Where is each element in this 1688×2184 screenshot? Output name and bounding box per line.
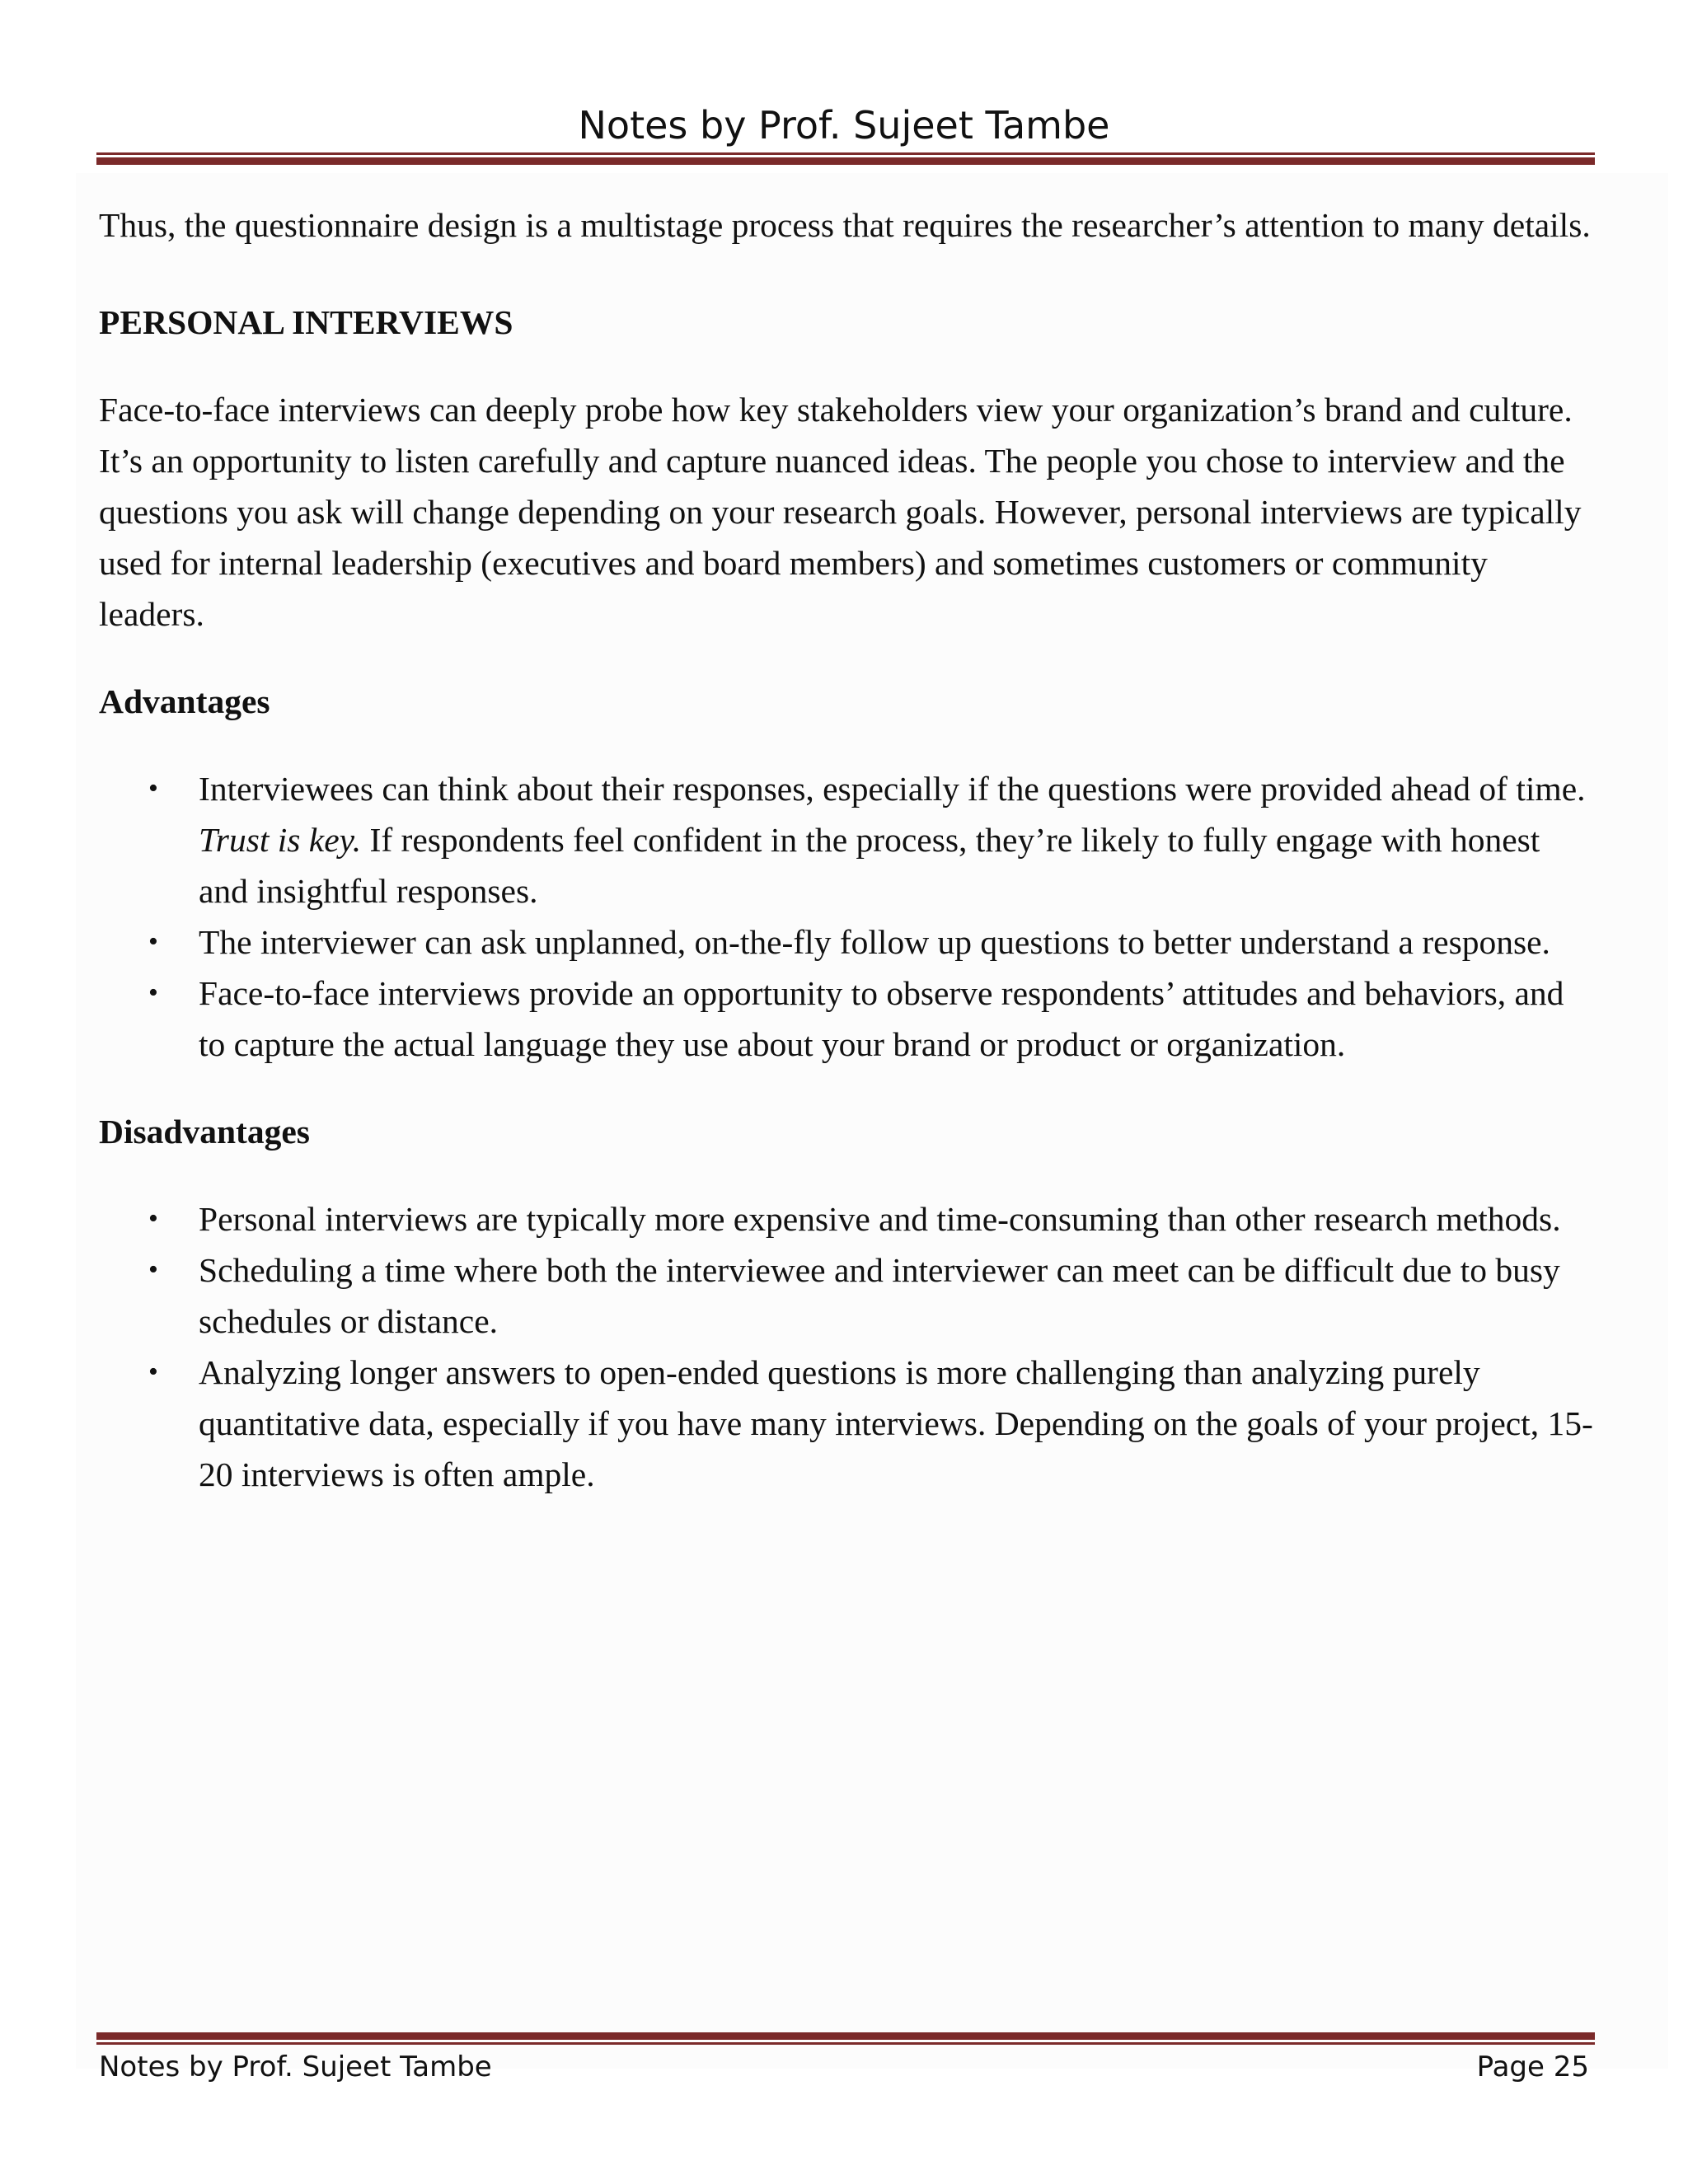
bullet-icon: • xyxy=(148,773,158,804)
advantages-list xyxy=(99,763,1595,1070)
list-item-text: The interviewer can ask unplanned, on-the-fly follow up questions to better understand a response. xyxy=(199,923,1550,961)
disadvantages-list xyxy=(99,1193,1595,1500)
list-item xyxy=(99,1347,1595,1500)
emphasis-text: Trust is key. xyxy=(199,821,362,859)
list-item xyxy=(99,916,1595,968)
advantages-heading: Advantages xyxy=(99,682,270,720)
list-item xyxy=(99,968,1595,1070)
list-item xyxy=(99,763,1595,916)
body-paragraph: Face-to-face interviews can deeply probe how key stakeholders view your organization’s brand and culture. It’s an opportunity to listen carefully and capture nuanced ideas. The people you chose to interview and the questions you ask will change depending on your research goals. However, personal interviews are typically used for internal leadership (executives and board members) and sometimes customers or community leaders. xyxy=(99,391,1582,633)
page-header-title: Notes by Prof. Sujeet Tambe xyxy=(578,103,1110,148)
document-body xyxy=(99,199,1595,1536)
bullet-icon: • xyxy=(148,1254,158,1285)
list-item-text: Analyzing longer answers to open-ended questions is more challenging than analyzing purely quantitative data, especially if you have many interviews. Depending on the goals of your project, 15-20 interviews is often ample. xyxy=(199,1353,1593,1493)
list-item xyxy=(99,1244,1595,1347)
footer-rule xyxy=(96,2032,1595,2045)
list-item-text: Personal interviews are typically more expensive and time-consuming than other research methods. xyxy=(199,1200,1561,1238)
list-item-text: If respondents feel confident in the process, they’re likely to fully engage with honest and insightful responses. xyxy=(199,821,1540,910)
list-item xyxy=(99,1193,1595,1244)
list-item-text: Scheduling a time where both the interviewee and interviewer can meet can be difficult due to busy schedules or distance. xyxy=(199,1251,1560,1340)
list-item-text: Face-to-face interviews provide an opportunity to observe respondents’ attitudes and behaviors, and to capture the actual language they use about your brand or product or organization. xyxy=(199,974,1564,1063)
intro-paragraph: Thus, the questionnaire design is a multistage process that requires the researcher’s attention to many details. xyxy=(99,206,1591,244)
footer-author: Notes by Prof. Sujeet Tambe xyxy=(99,2050,492,2083)
section-heading: PERSONAL INTERVIEWS xyxy=(99,303,513,341)
bullet-icon: • xyxy=(148,1357,158,1387)
page-number: Page 25 xyxy=(1476,2050,1589,2083)
header-rule xyxy=(96,152,1595,165)
list-item-text: Interviewees can think about their responses, especially if the questions were provided ahead of time. xyxy=(199,770,1586,808)
disadvantages-heading: Disadvantages xyxy=(99,1113,310,1151)
bullet-icon: • xyxy=(148,926,158,957)
bullet-icon: • xyxy=(148,977,158,1008)
bullet-icon: • xyxy=(148,1203,158,1234)
